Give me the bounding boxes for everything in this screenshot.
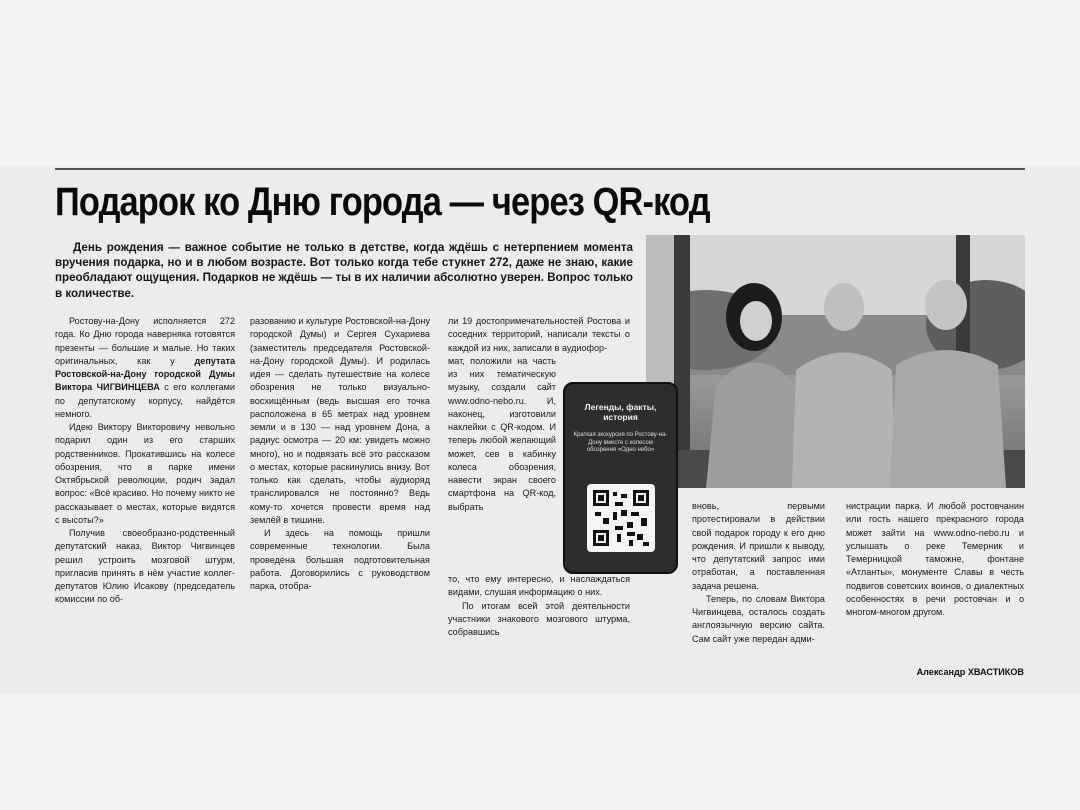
paragraph: вновь, первыми протестировали в действии свой подарок городу к его дню рождения. И пришли к выводу, что депутатский запрос ими отработан, а поставленная задача решена. (692, 501, 825, 591)
paragraph: Получив своеобразно-родственный депутатский наказ, Виктор Чигвинцев решил устроить мозговой штурм, пригласив принять в нём участие коллег-депутатов Юлию Исакову (председатель комиссии по об- (55, 528, 235, 605)
article-lead: День рождения — важное событие не только в детстве, когда ждёшь с нетерпением момента вручения подарка, но и в любом возрасте. Вот только когда тебе стукнет 272, даже не знаю, какие преобладают ощущения. Подарков не ждёшь — ты в их наличии абсолютно уверен. Вопрос только в количестве. (55, 241, 633, 300)
paragraph: Идею Виктору Викторовичу невольно подарил один из его старших родственников. Прокатившись на колесе обозрения, что в парке имени Октябрьской революции, родич задал вопрос: «Всё красиво. Но почему никто не рассказывает о местах, которые видятся с высоты?» (55, 422, 235, 525)
paragraph: По итогам всей этой деятельности участники знакового мозгового штурма, собравшись (448, 600, 630, 637)
paragraph: И здесь на помощь пришли современные технологии. Была проведена большая подготовительная работа. Договорились с руководством парка, отобра- (250, 528, 430, 591)
paragraph: нистрации парка. И любой ростовчанин или гость нашего прекрасного города может зайти на www.odno-nebo.ru и услышать о реке Темерник и Темерницкой таможне, фонтане «Атланты», монументе Славы в честь подвигов советских воинов, о диалектных особенностях в речи ростовчан и о многом-многом другом. (846, 501, 1024, 617)
top-rule (55, 168, 1025, 170)
author-signature: Александр ХВАСТИКОВ (916, 667, 1024, 677)
article-photo (646, 235, 1025, 488)
qr-card-subtitle: Краткая экскурсия по Ростову-на-Дону вместе с колесом обозрения «Одно небо» (573, 432, 668, 453)
photo-illustration (646, 235, 1025, 488)
qr-card-title: Легенды, факты, история (584, 402, 657, 422)
article-column-4 (692, 500, 825, 646)
paragraph: ли 19 достопримечательностей Ростова и соседних территорий, написали тексты о каждой из них, записали в аудиофор- (448, 316, 630, 353)
article-headline: Подарок ко Дню города — через QR-код (55, 180, 710, 224)
paragraph: то, что ему интересно, и наслаждаться видами, слушая информацию о них. (448, 574, 630, 598)
paragraph: Ростову-на-Дону исполняется 272 года. Ко Дню города наверняка готовятся презенты — большие и малые. Но таких оригинальных, как у депутата Ростовской-на-Дону городской Думы Виктора ЧИГВИНЦЕВА с его коллегами по депутатскому корпусу, найдётся немного. (55, 316, 235, 419)
article-column-5 (846, 500, 1024, 619)
article-column-1 (55, 315, 235, 607)
deputy-name: депутата Ростовской-на-Дону городской Думы Виктора ЧИГВИНЦЕВА (55, 355, 235, 393)
paragraph: мат, положили на часть из них тематическую музыку, создали сайт www.odno-nebo.ru. И, наконец, изготовили наклейки с QR-кодом. И теперь любой желающий может, сев в кабинку колеса обозрения, навести экран своего смартфона на QR-код, выбрать (448, 355, 556, 512)
article-column-3-bottom (448, 573, 630, 639)
article-column-2 (250, 315, 430, 593)
paragraph: разованию и культуре Ростовской-на-Дону городской Думы) и Сергея Сухариева (заместитель председателя Ростовской-на-Дону городской Думы). И родилась идея — сделать путешествие на колесе обозрения не только визуально-восхищённым (ведь высшая его точка расположена в 65 метрах над уровнем земли и в 130 — над уровнем Дона, а радиус осмотра — 20 км: увидеть можно много), но и подвязать всё это рассказом о местах, которые раскинулись внизу. Вот только как сделать, чтобы аудиоряд транслировался не постоянно? Ведь кому-то хочется провести время над землёй в тишине. (250, 316, 431, 525)
paragraph: Теперь, по словам Виктора Чигвинцева, осталось создать англоязычную версию сайта. Сам сайт уже передан адми- (692, 593, 825, 644)
article-column-3 (448, 315, 630, 514)
